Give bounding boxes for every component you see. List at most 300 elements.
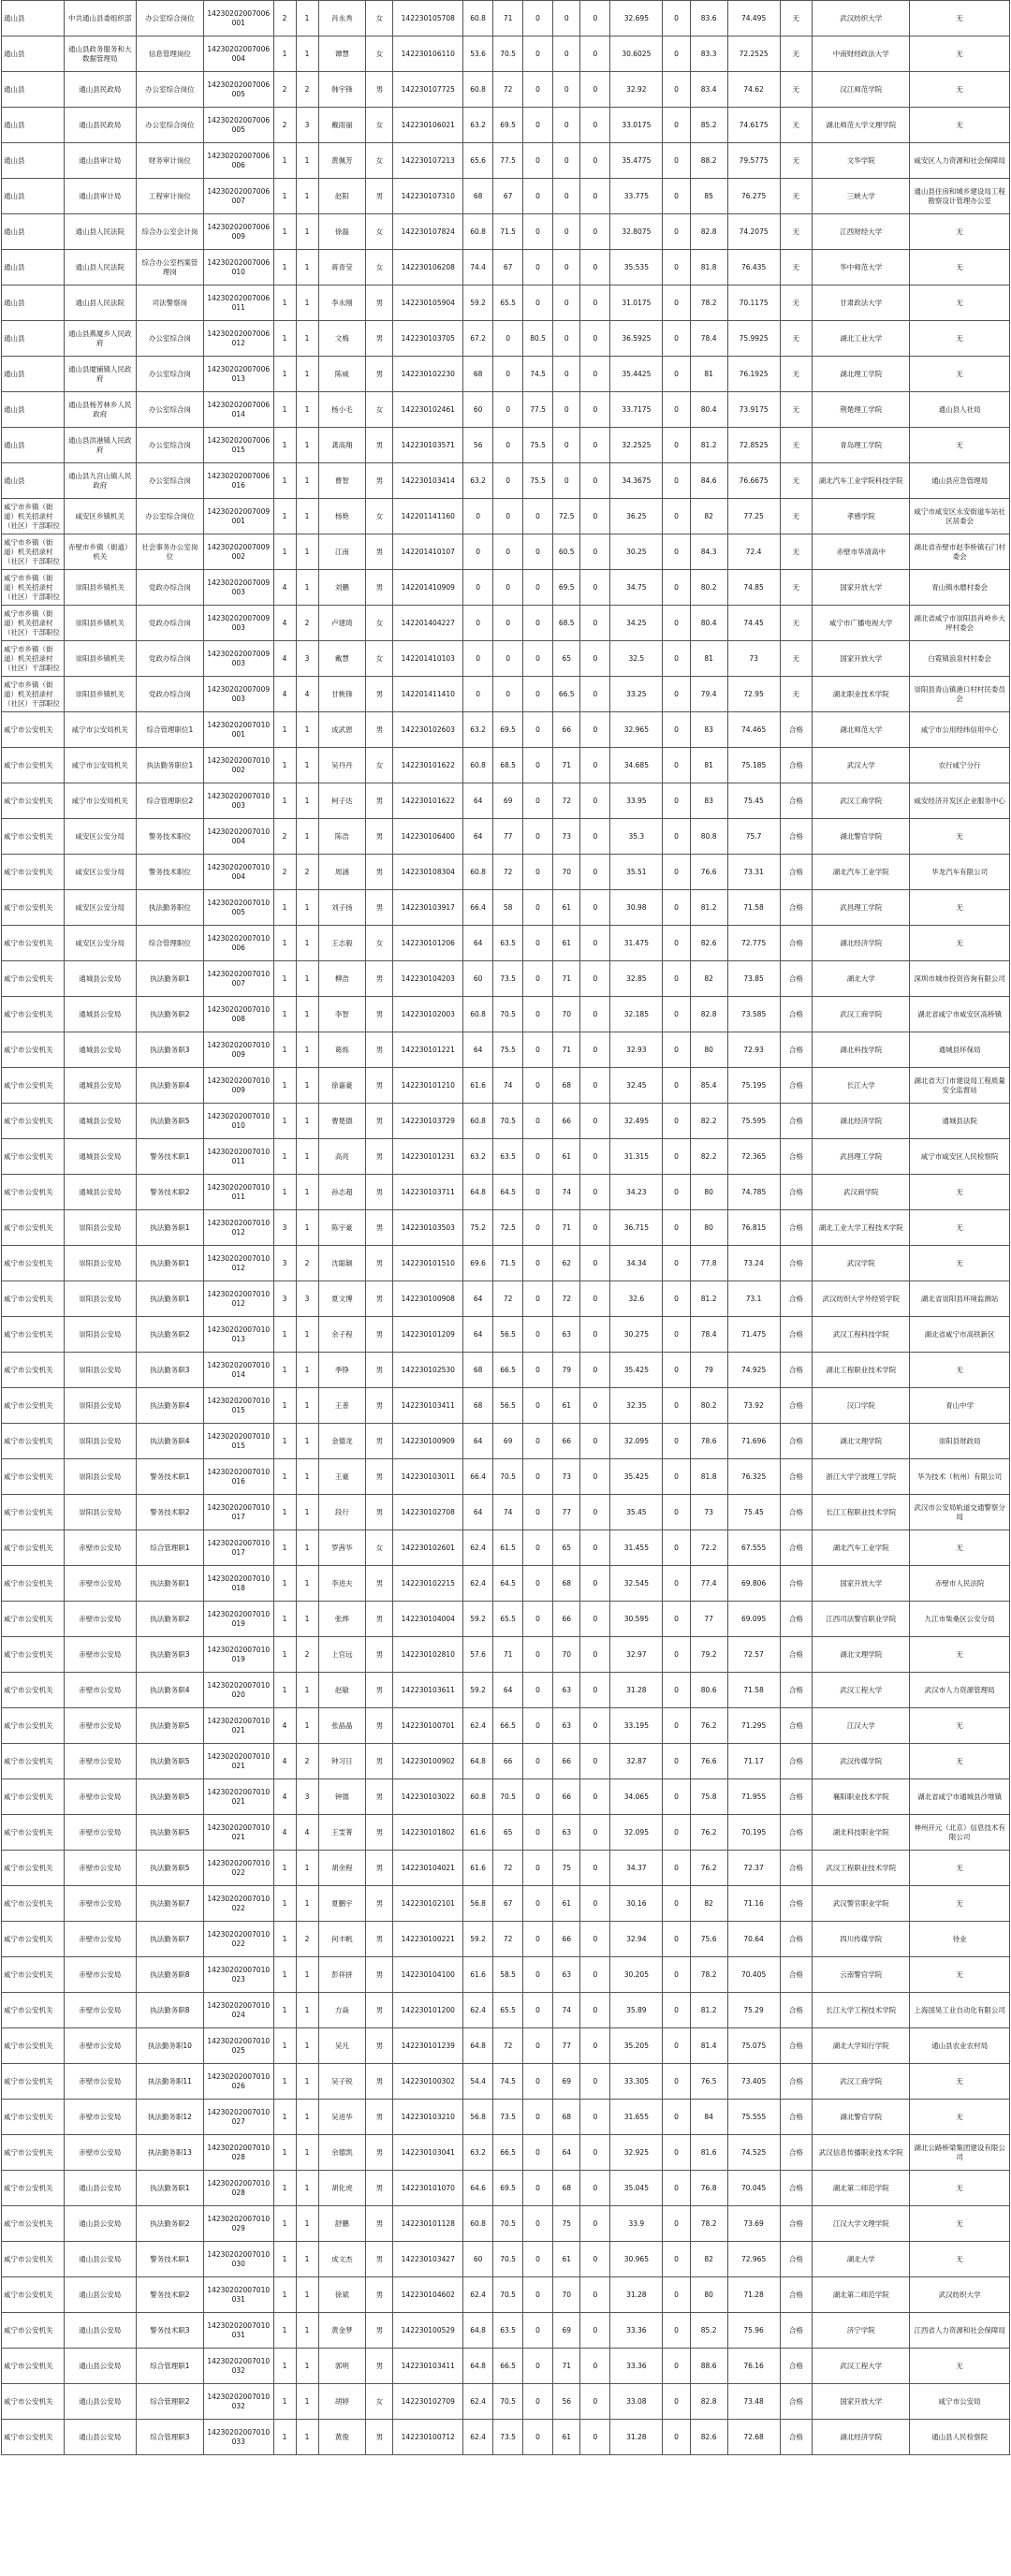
cell-agency: 赤壁市公安局 xyxy=(64,1566,136,1602)
cell-agency: 赤壁市公安局 xyxy=(64,1886,136,1922)
cell-agency: 崇阳县乡镇机关 xyxy=(64,570,136,606)
cell-bonus: 65 xyxy=(553,1530,580,1566)
cell-exam-id: 142230101206 xyxy=(393,926,463,961)
cell-shenlun: 72 xyxy=(493,1851,523,1886)
cell-total: 71.28 xyxy=(727,2277,780,2313)
cell-school: 湖北科技学院 xyxy=(813,1032,910,1068)
cell-total: 70.1175 xyxy=(727,285,780,321)
cell-rank: 1 xyxy=(296,1353,318,1388)
table-row xyxy=(2,1815,1010,1851)
cell-xingce: 64.8 xyxy=(463,2028,493,2064)
cell-school: 湖北汽车工业学院科技学院 xyxy=(813,463,910,499)
cell-school: 浙江大学宁波理工学院 xyxy=(813,1459,910,1495)
cell-county: 咸宁市公安机关 xyxy=(2,2420,65,2455)
cell-school: 武汉纺织大学 xyxy=(813,1,910,37)
cell-fitness: 0 xyxy=(663,1139,690,1175)
cell-position-code: 14230202007010025 xyxy=(203,2028,273,2064)
table-row xyxy=(2,321,1010,357)
cell-written-score: 35.4425 xyxy=(610,357,663,392)
cell-position: 执法勤务职2 xyxy=(136,2206,203,2242)
cell-school: 武汉大学 xyxy=(813,748,910,783)
cell-gender: 男 xyxy=(366,1779,393,1815)
cell-employer: 白霓镇浪泉村村委会 xyxy=(910,641,1010,677)
cell-bonus: 61 xyxy=(553,2420,580,2455)
cell-quota: 1 xyxy=(273,961,296,997)
cell-name: 杨小毛 xyxy=(318,392,366,428)
cell-agency: 赤壁市乡镇（街道）机关 xyxy=(64,534,136,570)
table-row xyxy=(2,783,1010,819)
cell-rank: 1 xyxy=(296,1,318,37)
cell-position-code: 14230202007010031 xyxy=(203,2313,273,2349)
table-row xyxy=(2,1246,1010,1281)
cell-position-code: 14230202007010029 xyxy=(203,2206,273,2242)
cell-position: 综合管理职位1 xyxy=(136,712,203,748)
cell-fitness: 0 xyxy=(663,570,690,606)
cell-shenlun: 70.5 xyxy=(493,1779,523,1815)
cell-agency: 咸安区公安分局 xyxy=(64,855,136,890)
cell-xingce: 57.6 xyxy=(463,1637,493,1673)
cell-shenlun: 67 xyxy=(493,1886,523,1922)
cell-name: 吴凡 xyxy=(318,2028,366,2064)
cell-ethnic-bonus: 0 xyxy=(580,1353,610,1388)
cell-rank: 1 xyxy=(296,2171,318,2206)
cell-county: 通山县 xyxy=(2,72,65,108)
cell-interview: 83 xyxy=(690,712,727,748)
cell-exam-id: 142230103411 xyxy=(393,2349,463,2384)
cell-rank: 1 xyxy=(296,321,318,357)
cell-county: 咸宁市公安机关 xyxy=(2,1815,65,1851)
cell-name: 江南 xyxy=(318,534,366,570)
cell-bonus: 0 xyxy=(553,108,580,143)
cell-physical: 无 xyxy=(780,72,813,108)
table-row xyxy=(2,1530,1010,1566)
cell-subject: 0 xyxy=(523,1886,553,1922)
cell-position-code: 14230202007010004 xyxy=(203,819,273,855)
cell-county: 咸宁市乡镇（街道）机关招录村（社区）干部职位 xyxy=(2,677,65,712)
cell-interview: 80 xyxy=(690,2277,727,2313)
cell-interview: 82.8 xyxy=(690,214,727,250)
cell-total: 71.17 xyxy=(727,1744,780,1779)
cell-gender: 男 xyxy=(366,1424,393,1459)
cell-name: 季铮 xyxy=(318,1353,366,1388)
cell-total: 73.585 xyxy=(727,997,780,1032)
cell-name: 成文杰 xyxy=(318,2242,366,2277)
cell-physical: 合格 xyxy=(780,2206,813,2242)
cell-subject: 0 xyxy=(523,1673,553,1708)
cell-exam-id: 142201410107 xyxy=(393,534,463,570)
cell-written-score: 32.185 xyxy=(610,997,663,1032)
cell-written-score: 33.195 xyxy=(610,1708,663,1744)
cell-xingce: 67.2 xyxy=(463,321,493,357)
cell-position-code: 14230202007010021 xyxy=(203,1779,273,1815)
cell-quota: 1 xyxy=(273,1993,296,2028)
cell-gender: 男 xyxy=(366,463,393,499)
cell-school: 武汉纺织大学外经贸学院 xyxy=(813,1281,910,1317)
cell-name: 曹智 xyxy=(318,463,366,499)
cell-subject: 0 xyxy=(523,1139,553,1175)
cell-agency: 崇阳县乡镇机关 xyxy=(64,677,136,712)
cell-rank: 1 xyxy=(296,2384,318,2420)
cell-name: 孙志超 xyxy=(318,1175,366,1210)
cell-physical: 合格 xyxy=(780,1317,813,1353)
cell-gender: 女 xyxy=(366,143,393,179)
cell-county: 通山县 xyxy=(2,250,65,285)
cell-county: 咸宁市公安机关 xyxy=(2,1744,65,1779)
cell-gender: 女 xyxy=(366,641,393,677)
cell-interview: 85.2 xyxy=(690,2313,727,2349)
cell-shenlun: 0 xyxy=(493,321,523,357)
cell-shenlun: 72 xyxy=(493,1281,523,1317)
cell-agency: 通山县政务服务和大数据管理局 xyxy=(64,37,136,72)
cell-interview: 72.2 xyxy=(690,1530,727,1566)
table-row xyxy=(2,1104,1010,1139)
cell-subject: 0 xyxy=(523,1459,553,1495)
cell-interview: 80 xyxy=(690,1210,727,1246)
cell-bonus: 0 xyxy=(553,357,580,392)
cell-subject: 0 xyxy=(523,890,553,926)
cell-rank: 1 xyxy=(296,1104,318,1139)
cell-gender: 男 xyxy=(366,2313,393,2349)
cell-position-code: 14230202007010021 xyxy=(203,1744,273,1779)
cell-position: 执法勤务职1 xyxy=(136,1281,203,1317)
cell-rank: 1 xyxy=(296,1602,318,1637)
cell-shenlun: 70.5 xyxy=(493,997,523,1032)
cell-written-score: 30.6025 xyxy=(610,37,663,72)
cell-quota: 1 xyxy=(273,2171,296,2206)
cell-employer: 湖北省咸宁市崇阳县肖岭乡大坪村委会 xyxy=(910,606,1010,641)
cell-position: 执法勤务职1 xyxy=(136,2171,203,2206)
cell-rank: 1 xyxy=(296,179,318,214)
cell-ethnic-bonus: 0 xyxy=(580,499,610,534)
cell-interview: 81.8 xyxy=(690,1459,727,1495)
cell-county: 咸宁市公安机关 xyxy=(2,2313,65,2349)
cell-total: 73.92 xyxy=(727,1388,780,1424)
cell-quota: 1 xyxy=(273,1566,296,1602)
cell-ethnic-bonus: 0 xyxy=(580,2277,610,2313)
cell-county: 通山县 xyxy=(2,179,65,214)
cell-position-code: 14230202007010021 xyxy=(203,1708,273,1744)
cell-gender: 男 xyxy=(366,677,393,712)
cell-employer: 通山县人社局 xyxy=(910,392,1010,428)
cell-quota: 1 xyxy=(273,1957,296,1993)
cell-quota: 2 xyxy=(273,72,296,108)
cell-rank: 2 xyxy=(296,606,318,641)
cell-position: 警务技术职2 xyxy=(136,1495,203,1530)
cell-name: 吴子锐 xyxy=(318,2064,366,2100)
cell-physical: 无 xyxy=(780,1,813,37)
cell-agency: 通山县燕厦乡人民政府 xyxy=(64,321,136,357)
cell-physical: 无 xyxy=(780,428,813,463)
cell-interview: 81 xyxy=(690,357,727,392)
cell-school: 湖北第二师范学院 xyxy=(813,2277,910,2313)
cell-bonus: 63 xyxy=(553,1815,580,1851)
cell-physical: 无 xyxy=(780,179,813,214)
cell-name: 舒鹏 xyxy=(318,2206,366,2242)
cell-position: 综合管理职3 xyxy=(136,2420,203,2455)
cell-employer: 赤壁市人民法院 xyxy=(910,1566,1010,1602)
cell-employer: 武汉市公安局轨道交通警察分局 xyxy=(910,1495,1010,1530)
cell-subject: 0 xyxy=(523,1,553,37)
cell-employer: 农行咸宁分行 xyxy=(910,748,1010,783)
cell-physical: 合格 xyxy=(780,1566,813,1602)
cell-position: 办公室综合岗 xyxy=(136,392,203,428)
cell-physical: 合格 xyxy=(780,1459,813,1495)
cell-physical: 合格 xyxy=(780,890,813,926)
cell-interview: 83.6 xyxy=(690,1,727,37)
cell-physical: 无 xyxy=(780,534,813,570)
cell-interview: 77.8 xyxy=(690,1246,727,1281)
cell-total: 74.785 xyxy=(727,1175,780,1210)
cell-gender: 男 xyxy=(366,1104,393,1139)
cell-bonus: 73 xyxy=(553,1459,580,1495)
cell-agency: 赤壁市公安局 xyxy=(64,2028,136,2064)
cell-position: 办公室综合岗 xyxy=(136,463,203,499)
cell-fitness: 0 xyxy=(663,1815,690,1851)
cell-bonus: 74 xyxy=(553,1993,580,2028)
cell-rank: 1 xyxy=(296,499,318,534)
cell-county: 咸宁市公安机关 xyxy=(2,2384,65,2420)
cell-quota: 1 xyxy=(273,1530,296,1566)
cell-position: 财务审计岗位 xyxy=(136,143,203,179)
cell-name: 沈聪颖 xyxy=(318,1246,366,1281)
cell-position: 警务技术职1 xyxy=(136,1139,203,1175)
cell-xingce: 60 xyxy=(463,961,493,997)
cell-fitness: 0 xyxy=(663,2384,690,2420)
cell-xingce: 64 xyxy=(463,1317,493,1353)
cell-name: 徐嘉豪 xyxy=(318,1068,366,1104)
cell-subject: 0 xyxy=(523,1175,553,1210)
cell-total: 72.95 xyxy=(727,677,780,712)
cell-agency: 通城县公安局 xyxy=(64,1032,136,1068)
cell-physical: 无 xyxy=(780,108,813,143)
cell-rank: 2 xyxy=(296,1637,318,1673)
cell-interview: 73 xyxy=(690,1495,727,1530)
cell-fitness: 0 xyxy=(663,1744,690,1779)
cell-interview: 81.8 xyxy=(690,250,727,285)
cell-physical: 无 xyxy=(780,677,813,712)
cell-rank: 1 xyxy=(296,2064,318,2100)
cell-subject: 0 xyxy=(523,1068,553,1104)
cell-bonus: 66 xyxy=(553,1424,580,1459)
cell-exam-id: 142230100701 xyxy=(393,1708,463,1744)
cell-shenlun: 71.5 xyxy=(493,214,523,250)
cell-interview: 82 xyxy=(690,2242,727,2277)
cell-physical: 合格 xyxy=(780,1068,813,1104)
cell-name: 柳浩 xyxy=(318,961,366,997)
cell-xingce: 60.8 xyxy=(463,1779,493,1815)
cell-ethnic-bonus: 0 xyxy=(580,357,610,392)
cell-agency: 通山县公安局 xyxy=(64,2349,136,2384)
cell-subject: 0 xyxy=(523,748,553,783)
cell-gender: 男 xyxy=(366,1459,393,1495)
cell-total: 73.85 xyxy=(727,961,780,997)
cell-subject: 0 xyxy=(523,534,553,570)
cell-rank: 1 xyxy=(296,1424,318,1459)
cell-ethnic-bonus: 0 xyxy=(580,606,610,641)
cell-gender: 女 xyxy=(366,1530,393,1566)
cell-rank: 3 xyxy=(296,108,318,143)
cell-rank: 1 xyxy=(296,214,318,250)
cell-agency: 咸安区乡镇机关 xyxy=(64,499,136,534)
cell-position-code: 14230202007006014 xyxy=(203,392,273,428)
cell-rank: 1 xyxy=(296,1210,318,1246)
cell-physical: 合格 xyxy=(780,1281,813,1317)
cell-interview: 81.2 xyxy=(690,428,727,463)
cell-interview: 85.4 xyxy=(690,1068,727,1104)
cell-ethnic-bonus: 0 xyxy=(580,926,610,961)
cell-bonus: 70 xyxy=(553,1637,580,1673)
cell-shenlun: 0 xyxy=(493,428,523,463)
table-row xyxy=(2,1851,1010,1886)
cell-interview: 82.8 xyxy=(690,997,727,1032)
cell-subject: 0 xyxy=(523,961,553,997)
cell-quota: 1 xyxy=(273,357,296,392)
cell-total: 76.815 xyxy=(727,1210,780,1246)
cell-agency: 通城县公安局 xyxy=(64,1175,136,1210)
cell-exam-id: 142230100909 xyxy=(393,1424,463,1459)
cell-subject: 0 xyxy=(523,1424,553,1459)
cell-shenlun: 0 xyxy=(493,606,523,641)
cell-xingce: 64 xyxy=(463,819,493,855)
cell-position: 办公室综合岗 xyxy=(136,357,203,392)
cell-interview: 81 xyxy=(690,641,727,677)
cell-shenlun: 0 xyxy=(493,392,523,428)
cell-rank: 2 xyxy=(296,1744,318,1779)
cell-position: 执法勤务职5 xyxy=(136,1744,203,1779)
cell-shenlun: 74 xyxy=(493,1495,523,1530)
cell-shenlun: 70.5 xyxy=(493,2206,523,2242)
cell-fitness: 0 xyxy=(663,2135,690,2171)
cell-name: 谭慧 xyxy=(318,37,366,72)
cell-shenlun: 64.5 xyxy=(493,1175,523,1210)
cell-physical: 合格 xyxy=(780,1922,813,1957)
cell-shenlun: 73.5 xyxy=(493,2420,523,2455)
cell-written-score: 32.5 xyxy=(610,641,663,677)
cell-xingce: 75.2 xyxy=(463,1210,493,1246)
cell-xingce: 63.2 xyxy=(463,712,493,748)
cell-employer: 无 xyxy=(910,2349,1010,2384)
cell-quota: 1 xyxy=(273,890,296,926)
cell-ethnic-bonus: 0 xyxy=(580,1495,610,1530)
cell-shenlun: 64.5 xyxy=(493,1566,523,1602)
cell-school: 江西财经大学 xyxy=(813,214,910,250)
cell-exam-id: 142201410103 xyxy=(393,641,463,677)
cell-written-score: 32.095 xyxy=(610,1424,663,1459)
cell-county: 咸宁市公安机关 xyxy=(2,855,65,890)
cell-position-code: 14230202007010009 xyxy=(203,1068,273,1104)
cell-exam-id: 142230101622 xyxy=(393,783,463,819)
cell-ethnic-bonus: 0 xyxy=(580,72,610,108)
cell-interview: 82.6 xyxy=(690,926,727,961)
cell-fitness: 0 xyxy=(663,37,690,72)
cell-xingce: 64 xyxy=(463,1424,493,1459)
cell-gender: 男 xyxy=(366,819,393,855)
cell-xingce: 0 xyxy=(463,499,493,534)
cell-agency: 赤壁市公安局 xyxy=(64,1530,136,1566)
cell-total: 72.965 xyxy=(727,2242,780,2277)
cell-gender: 女 xyxy=(366,108,393,143)
cell-physical: 合格 xyxy=(780,1886,813,1922)
cell-agency: 崇阳县乡镇机关 xyxy=(64,606,136,641)
cell-exam-id: 142230101802 xyxy=(393,1815,463,1851)
cell-fitness: 0 xyxy=(663,1495,690,1530)
cell-exam-id: 142230106110 xyxy=(393,37,463,72)
cell-agency: 咸安区公安分局 xyxy=(64,926,136,961)
cell-total: 72.68 xyxy=(727,2420,780,2455)
cell-bonus: 72 xyxy=(553,1281,580,1317)
cell-gender: 男 xyxy=(366,2064,393,2100)
cell-agency: 通山县审计局 xyxy=(64,179,136,214)
cell-bonus: 70 xyxy=(553,997,580,1032)
cell-county: 通山县 xyxy=(2,143,65,179)
cell-school: 赤壁市华清高中 xyxy=(813,534,910,570)
cell-name: 葛烁 xyxy=(318,1032,366,1068)
cell-bonus: 0 xyxy=(553,392,580,428)
cell-ethnic-bonus: 0 xyxy=(580,1068,610,1104)
cell-exam-id: 142230103022 xyxy=(393,1779,463,1815)
cell-position-code: 14230202007010012 xyxy=(203,1246,273,1281)
cell-exam-id: 142230103041 xyxy=(393,2135,463,2171)
cell-quota: 1 xyxy=(273,1175,296,1210)
cell-position-code: 14230202007010017 xyxy=(203,1495,273,1530)
cell-quota: 1 xyxy=(273,1353,296,1388)
cell-position: 警务技术职1 xyxy=(136,2242,203,2277)
cell-agency: 通山县民政局 xyxy=(64,108,136,143)
cell-interview: 77.4 xyxy=(690,1566,727,1602)
cell-total: 73 xyxy=(727,641,780,677)
cell-written-score: 30.98 xyxy=(610,890,663,926)
cell-total: 70.195 xyxy=(727,1815,780,1851)
cell-xingce: 54.4 xyxy=(463,2064,493,2100)
cell-position-code: 14230202007006012 xyxy=(203,321,273,357)
cell-position-code: 14230202007010031 xyxy=(203,2277,273,2313)
cell-position: 执法勤务职13 xyxy=(136,2135,203,2171)
cell-employer: 咸安区人力资源和社会保障局 xyxy=(910,143,1010,179)
cell-position-code: 14230202007010005 xyxy=(203,890,273,926)
cell-gender: 男 xyxy=(366,1068,393,1104)
cell-fitness: 0 xyxy=(663,1530,690,1566)
cell-position: 执法勤务职1 xyxy=(136,1566,203,1602)
cell-physical: 合格 xyxy=(780,2313,813,2349)
cell-quota: 1 xyxy=(273,2420,296,2455)
cell-subject: 0 xyxy=(523,1957,553,1993)
cell-total: 73.405 xyxy=(727,2064,780,2100)
cell-interview: 84.3 xyxy=(690,534,727,570)
cell-agency: 崇阳县公安局 xyxy=(64,1281,136,1317)
cell-physical: 合格 xyxy=(780,1104,813,1139)
cell-bonus: 63 xyxy=(553,1708,580,1744)
cell-xingce: 60 xyxy=(463,392,493,428)
cell-xingce: 60.8 xyxy=(463,72,493,108)
cell-bonus: 71 xyxy=(553,1032,580,1068)
cell-exam-id: 142230102601 xyxy=(393,1530,463,1566)
cell-physical: 无 xyxy=(780,499,813,534)
cell-employer: 神州开元（北京）信息技术有限公司 xyxy=(910,1815,1010,1851)
cell-bonus: 0 xyxy=(553,143,580,179)
cell-written-score: 36.5925 xyxy=(610,321,663,357)
cell-total: 72.2525 xyxy=(727,37,780,72)
cell-fitness: 0 xyxy=(663,1886,690,1922)
cell-total: 75.075 xyxy=(727,2028,780,2064)
cell-total: 76.6675 xyxy=(727,463,780,499)
cell-interview: 80.4 xyxy=(690,392,727,428)
cell-physical: 无 xyxy=(780,463,813,499)
cell-physical: 合格 xyxy=(780,783,813,819)
cell-bonus: 63 xyxy=(553,1673,580,1708)
cell-fitness: 0 xyxy=(663,1851,690,1886)
cell-employer: 武汉市人力资源管理局 xyxy=(910,1673,1010,1708)
cell-exam-id: 142230100908 xyxy=(393,1281,463,1317)
